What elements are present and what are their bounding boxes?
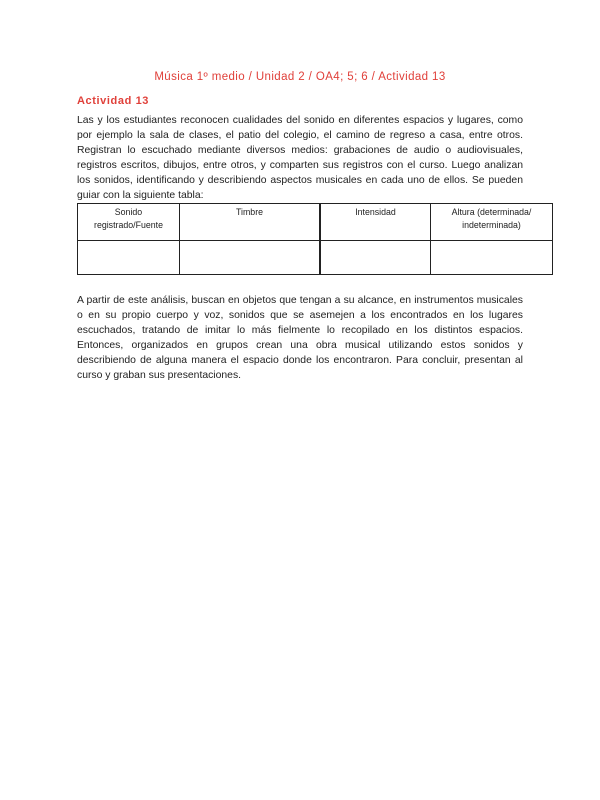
table-header-row [78,204,553,241]
table-cell [78,241,180,275]
table-cell [431,241,553,275]
table-cell [320,241,431,275]
table-header-intensity: Intensidad [320,204,431,241]
table-header-timbre: Timbre [180,204,321,241]
paragraph-creation: A partir de este análisis, buscan en objetos que tengan a su alcance, en instrumentos musicales o en su propio cuerpo y voz, sonidos que se asemejen a los encontrados en los lugares escuchados, tratando de imitar lo más fielmente lo recopilado en los distintos espacios. Entonces, organizados en grupos crean una obra musical utilizando estos sonidos y describiendo de alguna manera el espacio donde los encontraron. Para concluir, presentan al curso y graban sus presentaciones. [77,295,523,382]
table-cell [180,241,321,275]
activity-title: Actividad 13 [77,95,150,107]
document-header: Música 1º medio / Unidad 2 / OA4; 5; 6 / Actividad 13 [154,71,446,83]
analysis-table [77,203,553,275]
table-header-sound-source: Sonido registrado/Fuente [78,204,180,241]
paragraph-intro: Las y los estudiantes reconocen cualidades del sonido en diferentes espacios y lugares, como por ejemplo la sala de clases, el patio del colegio, el camino de regreso a casa, entre otros. Registran lo escuchado mediante diversos medios: grabaciones de audio o audiovisuales, registros escritos, dibujos, entre otros, y comparten sus registros con el curso. Luego analizan los sonidos, identificando y describiendo aspectos musicales en cada uno de ellos. Se pueden guiar con la siguiente tabla: [77,115,523,202]
table-header-pitch: Altura (determinada/ indeterminada) [431,204,553,241]
table-row [78,241,553,275]
